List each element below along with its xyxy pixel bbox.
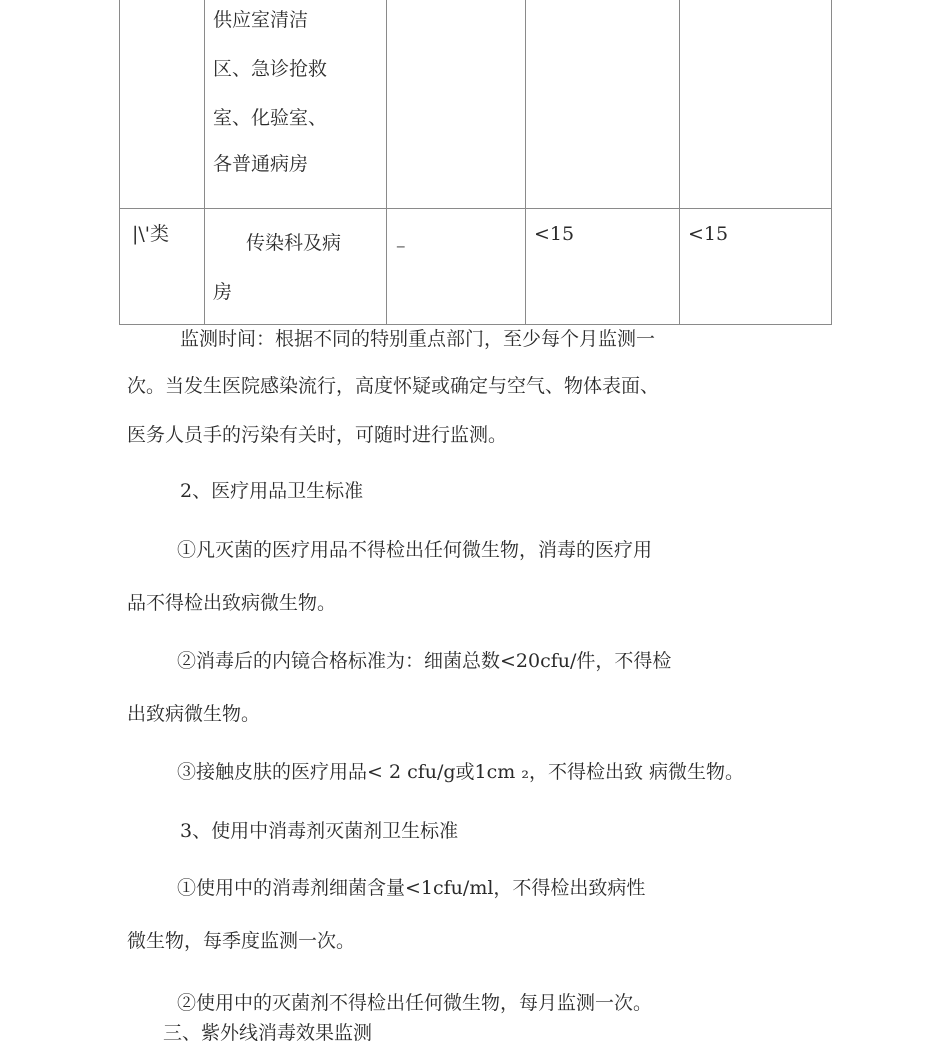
paragraph-line: ①凡灭菌的医疗用品不得检出任何微生物，消毒的医疗用	[177, 539, 653, 561]
table-column-divider	[525, 0, 526, 324]
table-row-divider	[120, 208, 831, 209]
table-cell-location-line: 各普通病房	[213, 153, 309, 175]
paragraph-line: 微生物，每季度监测一次。	[127, 930, 356, 952]
paragraph-line: ②使用中的灭菌剂不得检出任何微生物，每月监测一次。	[177, 992, 653, 1014]
table-cell-location-line: 室、化验室、	[213, 107, 328, 129]
paragraph-line: ①使用中的消毒剂细菌含量<1cfu/ml，不得检出致病性	[177, 877, 646, 899]
section-heading: 三、紫外线消毒效果监测	[163, 1022, 373, 1044]
paragraph-line: 次。当发生医院感染流行，高度怀疑或确定与空气、物体表面、	[127, 375, 660, 397]
table-cell-location-line: 供应室清洁	[213, 9, 309, 31]
table-column-divider	[679, 0, 680, 324]
table-cell-value: <15	[534, 223, 575, 245]
table-cell-location-line: 区、急诊抢救	[213, 58, 328, 80]
section-heading: 2、医疗用品卫生标准	[180, 480, 364, 502]
standards-table	[119, 0, 832, 325]
table-column-divider	[204, 0, 205, 324]
table-cell-location-line: 房	[213, 281, 233, 303]
table-column-divider	[386, 0, 387, 324]
paragraph-line: 出致病微生物。	[127, 703, 261, 725]
paragraph-line: ②消毒后的内镜合格标准为：细菌总数<20cfu/件，不得检	[177, 650, 672, 672]
table-cell-location-line: 传染科及病	[246, 232, 342, 254]
paragraph-line: ③接触皮肤的医疗用品< 2 cfu/g或1cm ₂，不得检出致 病微生物。	[177, 761, 745, 783]
paragraph-line: 品不得检出致病微生物。	[127, 592, 337, 614]
paragraph-line: 医务人员手的污染有关时，可随时进行监测。	[127, 424, 508, 446]
table-cell-category: |\'类	[132, 223, 170, 245]
paragraph-line: 监测时间：根据不同的特别重点部门，至少每个月监测一	[180, 328, 656, 350]
table-cell-value: –	[396, 235, 406, 257]
table-cell-value: <15	[688, 223, 729, 245]
section-heading: 3、使用中消毒剂灭菌剂卫生标准	[180, 820, 459, 842]
